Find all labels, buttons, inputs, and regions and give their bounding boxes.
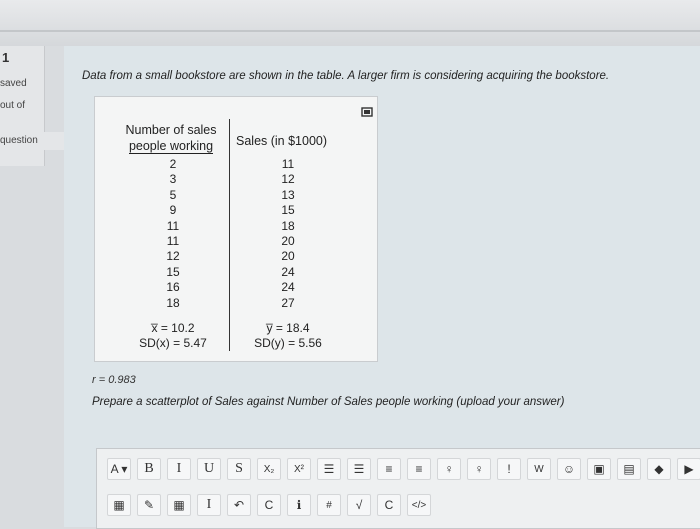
question-number: 1	[2, 50, 10, 65]
cursor-button[interactable]: I	[197, 494, 221, 516]
table-cell: 18	[281, 218, 295, 233]
edit-button[interactable]: ✎	[137, 494, 161, 516]
column-sales-people	[143, 157, 203, 311]
special-char-button[interactable]: #	[317, 494, 341, 516]
bullet-list-button[interactable]: ☰	[317, 458, 341, 480]
data-table-image	[94, 96, 378, 362]
table-cell: 11	[281, 157, 295, 171]
question-points: out of	[0, 100, 26, 111]
question-instruction: Prepare a scatterplot of Sales against Number of Sales people working (upload your answer)	[92, 396, 565, 408]
sqrt-button[interactable]: √	[347, 494, 371, 516]
editor-toolbar-row-1	[107, 457, 700, 481]
info-button[interactable]: ℹ	[287, 494, 311, 516]
mean-y: y̅ = 18.4	[266, 321, 310, 335]
word-button[interactable]: W	[527, 458, 551, 480]
copy-icon[interactable]	[361, 107, 373, 117]
redo-button[interactable]: C	[257, 494, 281, 516]
mean-x: x̅ = 10.2	[151, 321, 195, 335]
image-button[interactable]: ▣	[587, 458, 611, 480]
calculator-button[interactable]: ▦	[107, 494, 131, 516]
table-cell: 2	[169, 157, 177, 171]
question-prompt: Data from a small bookstore are shown in the table. A larger firm is considering acquiring the bookstore.	[82, 70, 610, 82]
table-cell: 24	[281, 264, 295, 279]
sd-x: SD(x) = 5.47	[139, 336, 207, 350]
table-button[interactable]: ▦	[167, 494, 191, 516]
flag-question[interactable]: question	[0, 132, 64, 150]
rich-text-editor[interactable]	[96, 448, 700, 529]
table-cell: 15	[166, 264, 180, 279]
table-divider	[229, 119, 230, 351]
table-cell: 20	[281, 249, 295, 264]
table-cell: 15	[281, 203, 295, 218]
table-cell: 24	[281, 280, 295, 295]
exclamation-button[interactable]: !	[497, 458, 521, 480]
undo-button[interactable]: ↶	[227, 494, 251, 516]
editor-toolbar-row-2	[107, 493, 437, 517]
table-cell: 13	[281, 187, 295, 202]
header-sales-people: Number of sales people working	[125, 123, 217, 153]
italic-button[interactable]: I	[167, 458, 191, 480]
underline-button[interactable]: U	[197, 458, 221, 480]
numbered-list-button[interactable]: ☰	[347, 458, 371, 480]
code-button[interactable]: </>	[407, 494, 431, 516]
pin-button[interactable]: ◆	[647, 458, 671, 480]
table-cell: 5	[169, 187, 177, 202]
c-button[interactable]: C	[377, 494, 401, 516]
align-button[interactable]: ≡	[377, 458, 401, 480]
video-button[interactable]: ▶	[677, 458, 700, 480]
column-sales	[258, 157, 318, 311]
emoji-button[interactable]: ☺	[557, 458, 581, 480]
top-band	[0, 0, 700, 46]
table-cell: 12	[281, 172, 295, 187]
table-cell: 18	[166, 295, 180, 310]
top-divider	[0, 30, 700, 32]
superscript-button[interactable]: X²	[287, 458, 311, 480]
indent-button[interactable]: ≡	[407, 458, 431, 480]
table-cell: 9	[169, 203, 177, 218]
stats-x	[133, 321, 213, 351]
table-cell: 12	[166, 249, 180, 264]
header-sales: Sales (in $1000)	[236, 134, 328, 148]
question-status: saved	[0, 78, 27, 89]
font-color-button[interactable]: A ▾	[107, 458, 131, 480]
sd-y: SD(y) = 5.56	[254, 336, 322, 350]
correlation-value: r = 0.983	[92, 374, 136, 386]
table-cell: 11	[166, 233, 180, 248]
subscript-button[interactable]: X₂	[257, 458, 281, 480]
link-button[interactable]: ♀	[437, 458, 461, 480]
media-button[interactable]: ▤	[617, 458, 641, 480]
table-cell: 11	[166, 218, 180, 233]
unlink-button[interactable]: ♀	[467, 458, 491, 480]
stats-y	[243, 321, 333, 351]
table-cell: 20	[281, 233, 295, 248]
strikethrough-button[interactable]: S	[227, 458, 251, 480]
table-cell: 27	[281, 295, 295, 310]
table-cell: 3	[169, 172, 177, 187]
bold-button[interactable]: B	[137, 458, 161, 480]
table-cell: 16	[166, 280, 180, 295]
